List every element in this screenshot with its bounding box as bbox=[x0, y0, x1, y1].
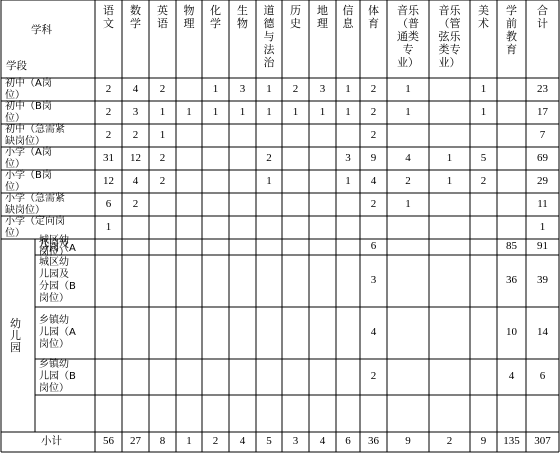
total-row-cell: 8 bbox=[159, 435, 166, 447]
table-row-cell: 2 bbox=[159, 151, 166, 164]
table-row-cell: 11 bbox=[537, 197, 548, 210]
table-row-cell: 6 bbox=[105, 197, 112, 210]
subject-header-14: 学 前 教 育 bbox=[506, 4, 517, 56]
table-row-cell: 17 bbox=[537, 105, 548, 118]
table-row-cell: 4 bbox=[132, 174, 139, 187]
total-row-cell: 1 bbox=[186, 435, 192, 447]
table-row-cell: 1 bbox=[446, 151, 453, 164]
kindergarten-row-cell: 4 bbox=[508, 370, 515, 382]
subject-header-4: 化 学 bbox=[210, 4, 221, 30]
total-row-cell: 3 bbox=[292, 435, 299, 447]
subject-header-11: 音乐 （普 通类 专 业） bbox=[397, 4, 419, 69]
table-row-cell: 2 bbox=[370, 82, 377, 95]
total-row-cell: 27 bbox=[130, 435, 141, 447]
kindergarten-row-label: 乡镇幼 儿园（B 岗位） bbox=[39, 359, 76, 394]
table-row-cell: 1 bbox=[539, 220, 546, 233]
kindergarten-row-label: 乡镇幼 儿园（A 岗位） bbox=[39, 315, 76, 350]
total-row-cell: 307 bbox=[534, 435, 551, 447]
table-row-cell: 1 bbox=[292, 105, 299, 118]
subject-header-8: 地 理 bbox=[317, 4, 328, 30]
table-row-cell: 1 bbox=[266, 105, 272, 118]
kindergarten-row-label: 城区幼 儿园及 分园（A 岗位） bbox=[39, 235, 76, 258]
kindergarten-row-cell: 91 bbox=[537, 240, 548, 252]
total-row-cell: 4 bbox=[319, 435, 326, 447]
total-row-label: 小计 bbox=[41, 435, 62, 447]
kindergarten-group-label: 幼 儿 园 bbox=[10, 316, 21, 354]
subject-header-7: 历 史 bbox=[290, 4, 301, 30]
subject-header-6: 道 德 与 法 治 bbox=[263, 4, 275, 69]
subject-header-12: 音乐 （管 弦乐 类专 业） bbox=[438, 4, 461, 69]
total-row-cell: 9 bbox=[480, 435, 487, 447]
table-row-cell: 29 bbox=[537, 174, 548, 187]
kindergarten-row-cell: 2 bbox=[370, 370, 377, 382]
table-row-cell: 2 bbox=[159, 82, 166, 95]
table-row-cell: 2 bbox=[266, 151, 272, 164]
subject-header-2: 英 语 bbox=[157, 4, 168, 30]
table-row-cell: 2 bbox=[405, 174, 411, 187]
kindergarten-row-cell: 39 bbox=[537, 274, 548, 286]
total-row-cell: 2 bbox=[446, 435, 453, 447]
total-row-cell: 135 bbox=[503, 435, 520, 447]
table-row-cell: 2 bbox=[105, 82, 112, 95]
table-row-cell: 1 bbox=[345, 105, 351, 118]
table-row-cell: 5 bbox=[480, 151, 487, 164]
table-row-cell: 1 bbox=[239, 105, 246, 118]
table-row-cell: 4 bbox=[132, 82, 139, 95]
row-label: 初中（急需紧 缺岗位） bbox=[5, 124, 65, 147]
subject-header-1: 数 学 bbox=[130, 4, 141, 30]
kindergarten-row-cell: 3 bbox=[370, 274, 377, 286]
table-row-cell: 1 bbox=[105, 220, 112, 233]
kindergarten-row-label: 城区幼 儿园及 分园（B 岗位） bbox=[39, 257, 76, 304]
corner-level-label: 学段 bbox=[6, 60, 27, 72]
kindergarten-row-cell: 10 bbox=[506, 326, 517, 338]
row-label: 小学（A岗 位） bbox=[5, 147, 52, 170]
table-row-cell: 7 bbox=[539, 128, 546, 141]
table-row-cell: 31 bbox=[103, 151, 114, 164]
table-row-cell: 2 bbox=[105, 105, 112, 118]
row-label: 小学（定向岗 位） bbox=[5, 216, 65, 239]
table-row-cell: 2 bbox=[480, 174, 487, 187]
kindergarten-row-cell: 85 bbox=[506, 240, 517, 252]
table-row-cell: 3 bbox=[345, 151, 351, 164]
total-row-cell: 36 bbox=[368, 435, 379, 447]
corner-subject-label: 学科 bbox=[31, 24, 52, 36]
subject-header-13: 美 术 bbox=[478, 4, 489, 30]
table-row-cell: 1 bbox=[480, 82, 487, 95]
subject-header-15: 合 计 bbox=[537, 4, 548, 30]
row-label: 小学（B岗 位） bbox=[5, 170, 52, 193]
table-row-cell: 3 bbox=[132, 105, 139, 118]
table-row-cell: 1 bbox=[266, 82, 272, 95]
table-row-cell: 12 bbox=[130, 151, 141, 164]
table-row-cell: 1 bbox=[319, 105, 326, 118]
table-row-cell: 1 bbox=[446, 174, 453, 187]
table-row-cell: 23 bbox=[537, 82, 548, 95]
subject-header-3: 物 理 bbox=[183, 4, 195, 30]
row-label: 初中（B岗 位） bbox=[5, 101, 52, 124]
table-row-cell: 69 bbox=[537, 151, 548, 164]
table-row-cell: 2 bbox=[132, 197, 139, 210]
kindergarten-row-cell: 14 bbox=[537, 326, 548, 338]
table-row-cell: 1 bbox=[480, 105, 487, 118]
table-row-cell: 1 bbox=[266, 174, 272, 187]
table-row-cell: 4 bbox=[405, 151, 411, 164]
kindergarten-row-cell: 36 bbox=[506, 274, 517, 286]
subject-header-9: 信 息 bbox=[342, 4, 354, 30]
table-row-cell: 1 bbox=[405, 105, 411, 118]
table-row-cell: 1 bbox=[212, 82, 219, 95]
subject-header-0: 语 文 bbox=[103, 4, 114, 30]
table-row-cell: 2 bbox=[159, 174, 166, 187]
table-row-cell: 1 bbox=[159, 105, 166, 118]
total-row-cell: 2 bbox=[212, 435, 219, 447]
kindergarten-row-cell: 4 bbox=[370, 326, 377, 338]
subject-header-5: 生 物 bbox=[237, 4, 248, 30]
row-label: 小学（急需紧 缺岗位） bbox=[5, 193, 65, 216]
table-row-cell: 3 bbox=[239, 82, 246, 95]
total-row-cell: 9 bbox=[405, 435, 411, 447]
table-row-cell: 4 bbox=[370, 174, 377, 187]
table-row-cell: 9 bbox=[370, 151, 377, 164]
table-row-cell: 1 bbox=[186, 105, 192, 118]
table-row-cell: 1 bbox=[212, 105, 219, 118]
subject-header-10: 体 育 bbox=[368, 4, 379, 30]
table-row-cell: 1 bbox=[405, 197, 411, 210]
table-row-cell: 1 bbox=[345, 82, 351, 95]
table-row-cell: 2 bbox=[370, 197, 377, 210]
total-row-cell: 56 bbox=[103, 435, 114, 447]
table-row-cell: 1 bbox=[345, 174, 351, 187]
table-row-cell: 12 bbox=[103, 174, 114, 187]
total-row-cell: 4 bbox=[239, 435, 246, 447]
table-row-cell: 2 bbox=[105, 128, 112, 141]
kindergarten-row-cell: 6 bbox=[370, 240, 377, 252]
kindergarten-row-cell: 6 bbox=[539, 370, 546, 382]
table-row-cell: 1 bbox=[159, 128, 166, 141]
table-row-cell: 1 bbox=[405, 82, 411, 95]
table-row-cell: 2 bbox=[370, 128, 377, 141]
total-row-cell: 6 bbox=[345, 435, 351, 447]
table-row-cell: 2 bbox=[132, 128, 139, 141]
table-row-cell: 2 bbox=[292, 82, 299, 95]
table-row-cell: 2 bbox=[370, 105, 377, 118]
table-row-cell: 3 bbox=[319, 82, 326, 95]
row-label: 初中（A岗 位） bbox=[5, 78, 52, 101]
total-row-cell: 5 bbox=[266, 435, 272, 447]
